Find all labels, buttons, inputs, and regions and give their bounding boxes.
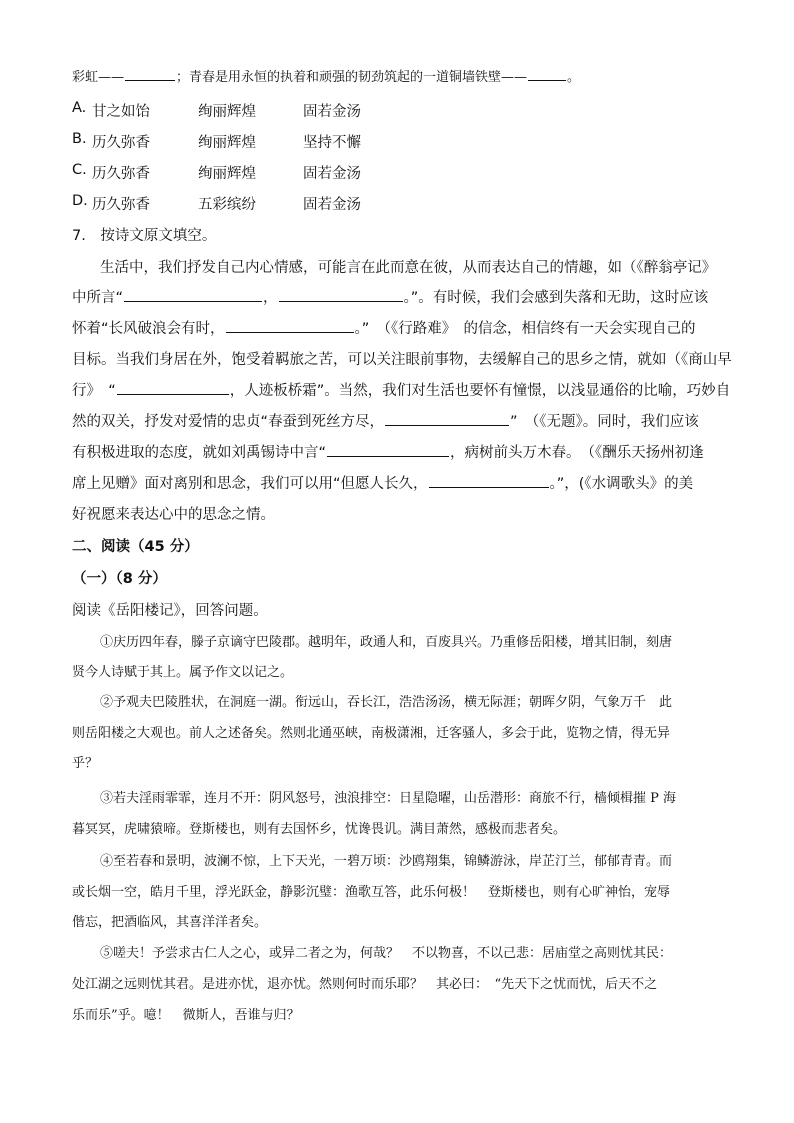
passage-line: ⑤嗟夫！予尝求古仁人之心，或异二者之为，何哉？ 不以物喜，不以己悲：居庙堂之高则忧其民： (100, 946, 673, 961)
passage-line: 乎？ (72, 756, 99, 771)
reading-intro: 阅读《岳阳楼记》，回答问题。 (72, 603, 268, 619)
q7-text: 。”，(《水调歌头》的美 (549, 476, 694, 492)
option-word-2: 绚丽辉煌 (198, 166, 256, 182)
passage-line: 暮冥冥，虎啸猿啼。登斯楼也，则有去国怀乡，忧谗畏讥。满目萧然，感极而悲者矣。 (72, 822, 567, 837)
q7-text: 怀着“长风破浪会有时， (72, 321, 225, 337)
option-label: D. (72, 193, 88, 209)
q7-line-4: 目标。当我们身居在外，饱受着羁旅之苦，可以关注眼前事物，去缓解自己的思乡之情，就如（《商山早 (72, 352, 732, 368)
q7-line-6 (72, 410, 699, 431)
option-word-3: 固若金汤 (303, 104, 361, 120)
q6-stem-prefix: 彩虹—— (72, 70, 125, 85)
q7-line-9: 好祝愿来表达心中的思念之情。 (72, 507, 275, 523)
q7-line-5 (72, 379, 730, 400)
q6-blank-2 (125, 66, 175, 81)
passage-line: 偕忘，把酒临风，其喜洋洋者矣。 (72, 915, 268, 930)
q7-text: ，病树前头万木春。 （《酬乐天扬州初逢 (450, 445, 704, 461)
q7-line-2 (72, 286, 708, 307)
q7-text: 然的双关，抒发对爱情的忠贞“春蚕到死丝方尽， (72, 414, 385, 430)
q7-text: 席上见赠》面对离别和思念，我们可以用“但愿人长久， (72, 476, 428, 492)
option-word-2: 绚丽辉煌 (198, 135, 256, 151)
subsection-title: （一）（8 分） (72, 571, 167, 587)
q7-text: ，人迹板桥霜”。当然，我们对生活也要怀有憧憬，以浅显通俗的比喻，巧妙自 (229, 383, 731, 399)
option-word-3: 固若金汤 (303, 166, 361, 182)
option-word-1: 历久弥香 (92, 197, 150, 213)
q7-line-8 (72, 472, 693, 493)
answer-blank-4[interactable] (117, 380, 229, 395)
answer-blank-1[interactable] (124, 287, 262, 302)
option-word-1: 甘之如饴 (92, 104, 150, 120)
q7-line-7 (72, 441, 704, 462)
answer-blank-3[interactable] (226, 318, 354, 333)
passage-line: ①庆历四年春，滕子京谪守巴陵郡。越明年，政通人和，百废具兴。乃重修岳阳楼，增其旧制，刻唐 (100, 635, 673, 650)
option-word-3: 固若金汤 (303, 197, 361, 213)
option-word-1: 历久弥香 (92, 166, 150, 182)
option-word-2: 绚丽辉煌 (198, 104, 256, 120)
option-label: A. (72, 100, 87, 116)
passage-line: ④至若春和景明，波澜不惊，上下天光，一碧万顷：沙鸥翔集，锦鳞游泳，岸芷汀兰，郁郁青青。而 (100, 854, 673, 869)
option-word-2: 五彩缤纷 (198, 197, 256, 213)
answer-blank-6[interactable] (327, 442, 449, 457)
q7-text: 。” （《行路难》 的信念，相信终有一天会实现自己的 (354, 321, 696, 337)
q6-stem-middle: ；青春是用永恒的执着和顽强的韧劲筑起的一道铜墙铁壁—— (176, 70, 528, 85)
passage-line: 则岳阳楼之大观也。前人之述备矣。然则北通巫峡，南极潇湘，迁客骚人，多会于此，览物之情，得无异 (72, 726, 671, 741)
answer-blank-5[interactable] (385, 411, 509, 426)
passage-line: 贤今人诗赋于其上。属予作文以记之。 (72, 665, 294, 680)
q7-line-1: 生活中，我们抒发自己内心情感，可能言在此而意在彼，从而表达自己的情趣，如（《醉翁亭记》 (100, 260, 717, 276)
q7-text: ， (263, 290, 278, 306)
passage-line: 乐而乐”乎。噫！ 微斯人，吾谁与归？ (72, 1008, 300, 1023)
passage-line: 处江湖之远则忧其君。是进亦忧，退亦忧。然则何时而乐耶？ 其必曰： “先天下之忧而忧，后天不之 (72, 977, 658, 992)
option-word-3: 坚持不懈 (303, 135, 361, 151)
q7-text: 行》 “ (72, 383, 116, 399)
option-word-1: 历久弥香 (92, 135, 150, 151)
q6-blank-3 (528, 66, 566, 81)
passage-line: 或长烟一空，皓月千里，浮光跃金，静影沉璧：渔歌互答，此乐何极！ 登斯楼也，则有心旷神怡，宠辱 (72, 885, 671, 900)
q7-text: 中所言“ (72, 290, 124, 306)
q6-stem (72, 66, 580, 85)
passage-line: ③若夫淫雨霏霏，连月不开：阴风怒号，浊浪排空：日星隐曜，山岳潜形：商旅不行，樯倾楫摧 P 海 (100, 791, 677, 806)
q7-text: ” （《无题》。同时，我们应该 (510, 414, 699, 430)
q6-stem-suffix: 。 (567, 70, 581, 85)
answer-blank-2[interactable] (279, 287, 403, 302)
option-label: C. (72, 162, 87, 178)
q7-text: 有积极进取的态度，就如刘禹锡诗中言“ (72, 445, 327, 461)
section-title: 二、阅读（45 分） (72, 539, 199, 555)
q7-line-3 (72, 317, 696, 338)
q7-title: 7. 按诗文原文填空。 (72, 228, 217, 244)
q7-text: 。”。有时候，我们会感到失落和无助，这时应该 (403, 290, 709, 306)
option-label: B. (72, 131, 87, 147)
answer-blank-7[interactable] (429, 473, 549, 488)
passage-line: ②予观夫巴陵胜状，在洞庭一湖。衔远山，吞长江，浩浩汤汤，横无际涯；朝晖夕阴，气象万千 此 (100, 695, 673, 710)
